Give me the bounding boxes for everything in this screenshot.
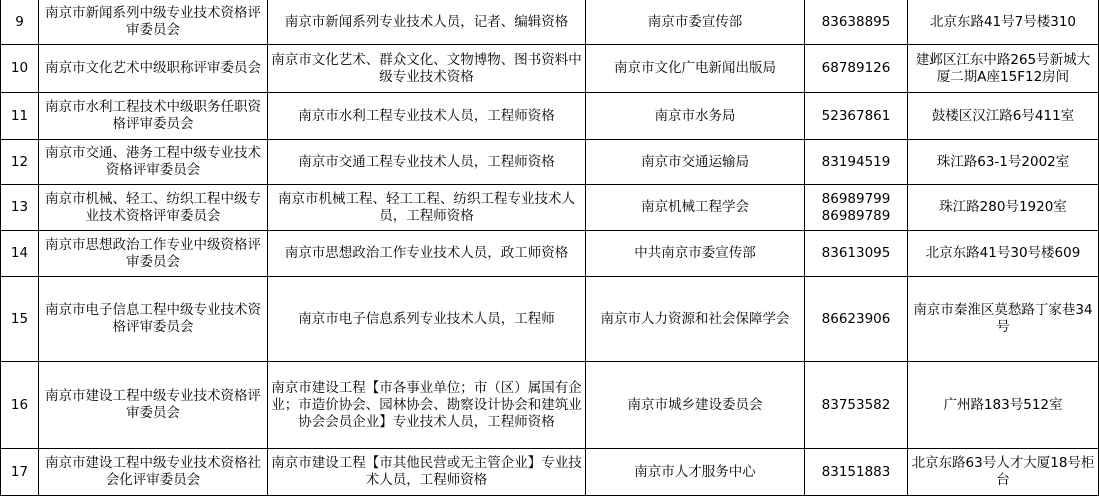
table-row xyxy=(1,140,1099,185)
department: 南京市人力资源和社会保障学会 xyxy=(586,277,805,362)
address: 珠江路280号1920室 xyxy=(908,185,1099,231)
department: 南京市人才服务中心 xyxy=(586,449,805,496)
committee-name: 南京市交通、港务工程中级专业技术资格评审委员会 xyxy=(39,140,268,185)
row-number: 14 xyxy=(1,231,39,277)
row-number: 11 xyxy=(1,93,39,140)
row-number: 9 xyxy=(1,0,39,45)
committee-name: 南京市文化艺术中级职称评审委员会 xyxy=(39,45,268,93)
department: 南京市水务局 xyxy=(586,93,805,140)
phone-line: 86989789 xyxy=(821,207,891,224)
row-number: 10 xyxy=(1,45,39,93)
row-number: 15 xyxy=(1,277,39,362)
review-scope: 南京市机械工程、轻工工程、纺织工程专业技术人员，工程师资格 xyxy=(268,185,586,231)
table-row xyxy=(1,185,1099,231)
address: 北京东路41号7号楼310 xyxy=(908,0,1099,45)
table-row xyxy=(1,0,1099,45)
committee-name: 南京市建设工程中级专业技术资格评审委员会 xyxy=(39,362,268,449)
address: 鼓楼区汉江路6号411室 xyxy=(908,93,1099,140)
address: 建邺区江东中路265号新城大厦二期A座15F12房间 xyxy=(908,45,1099,93)
table-row xyxy=(1,45,1099,93)
review-scope: 南京市新闻系列专业技术人员，记者、编辑资格 xyxy=(268,0,586,45)
committee-name: 南京市机械、轻工、纺织工程中级专业技术资格评审委员会 xyxy=(39,185,268,231)
review-scope: 南京市文化艺术、群众文化、文物博物、图书资料中级专业技术资格 xyxy=(268,45,586,93)
row-number: 16 xyxy=(1,362,39,449)
committee-name: 南京市建设工程中级专业技术资格社会化评审委员会 xyxy=(39,449,268,496)
table-row xyxy=(1,362,1099,449)
table-row xyxy=(1,277,1099,362)
table-row xyxy=(1,93,1099,140)
address: 北京东路63号人才大厦18号柜台 xyxy=(908,449,1099,496)
row-number: 13 xyxy=(1,185,39,231)
address: 广州路183号512室 xyxy=(908,362,1099,449)
review-scope: 南京市水利工程专业技术人员，工程师资格 xyxy=(268,93,586,140)
review-scope: 南京市交通工程专业技术人员，工程师资格 xyxy=(268,140,586,185)
review-scope: 南京市思想政治工作专业技术人员，政工师资格 xyxy=(268,231,586,277)
table-row xyxy=(1,231,1099,277)
department: 中共南京市委宣传部 xyxy=(586,231,805,277)
phone: 86623906 xyxy=(805,277,908,362)
phone: 83151883 xyxy=(805,449,908,496)
committee-name: 南京市水利工程技术中级职务任职资格评审委员会 xyxy=(39,93,268,140)
committee-name: 南京市电子信息工程中级专业技术资格评审委员会 xyxy=(39,277,268,362)
department: 南京机械工程学会 xyxy=(586,185,805,231)
phone: 83613095 xyxy=(805,231,908,277)
phone-line: 86989799 xyxy=(821,190,891,207)
department: 南京市文化广电新闻出版局 xyxy=(586,45,805,93)
phone xyxy=(805,185,908,231)
table-row xyxy=(1,449,1099,496)
phone: 83753582 xyxy=(805,362,908,449)
phone: 52367861 xyxy=(805,93,908,140)
committee-name: 南京市思想政治工作专业中级资格评审委员会 xyxy=(39,231,268,277)
phone: 83194519 xyxy=(805,140,908,185)
phone: 83638895 xyxy=(805,0,908,45)
review-scope: 南京市电子信息系列专业技术人员，工程师 xyxy=(268,277,586,362)
row-number: 12 xyxy=(1,140,39,185)
department: 南京市委宣传部 xyxy=(586,0,805,45)
row-number: 17 xyxy=(1,449,39,496)
address: 珠江路63-1号2002室 xyxy=(908,140,1099,185)
department: 南京市交通运输局 xyxy=(586,140,805,185)
committee-name: 南京市新闻系列中级专业技术资格评审委员会 xyxy=(39,0,268,45)
review-scope: 南京市建设工程【市其他民营或无主管企业】专业技术人员，工程师资格 xyxy=(268,449,586,496)
address: 北京东路41号30号楼609 xyxy=(908,231,1099,277)
review-scope: 南京市建设工程【市各事业单位；市（区）属国有企业；市造价协会、园林协会、勘察设计协会和建筑业协会会员企业】专业技术人员，工程师资格 xyxy=(268,362,586,449)
address: 南京市秦淮区莫愁路丁家巷34号 xyxy=(908,277,1099,362)
department: 南京市城乡建设委员会 xyxy=(586,362,805,449)
phone: 68789126 xyxy=(805,45,908,93)
